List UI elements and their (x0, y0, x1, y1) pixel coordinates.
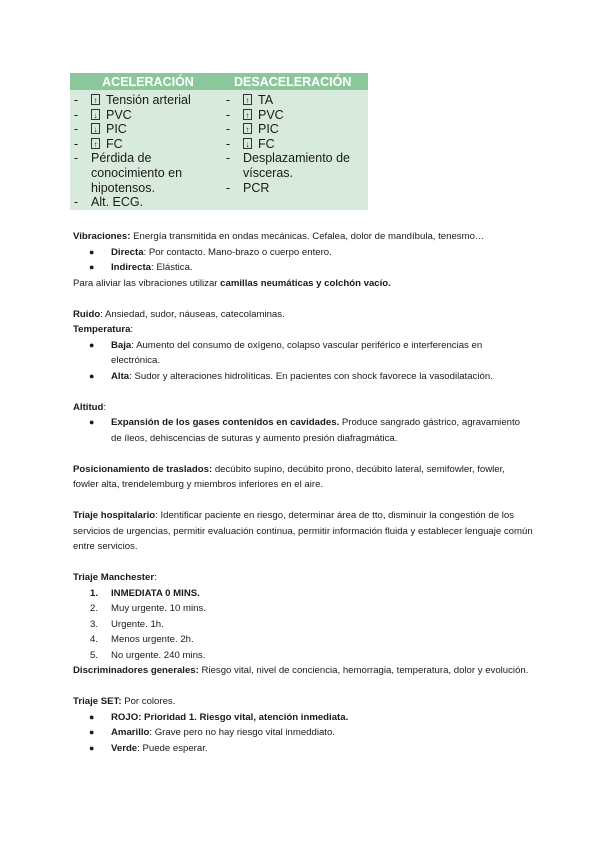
list-item (73, 369, 533, 385)
alivio-text: Para aliviar las vibraciones utilizar (73, 277, 221, 289)
row-text: PVC (258, 107, 284, 122)
item-text: Muy urgente. 10 mins. (111, 603, 206, 614)
table-row (226, 151, 368, 180)
row-text: FC (106, 136, 123, 151)
item-text: : Por contacto. Mano-brazo o cuerpo entero. (143, 246, 332, 258)
item-text: INMEDIATA 0 MINS. (111, 587, 200, 599)
bullet-icon: ● (89, 711, 95, 722)
alivio-paragraph (73, 276, 533, 292)
bullet-icon: ● (89, 417, 95, 427)
row-text: TA (258, 93, 274, 107)
list-item (73, 648, 533, 664)
item-label: Directa (111, 246, 144, 258)
vibraciones-text: Energía transmitida en ondas mecánicas. Cefalea, dolor de mandíbula, tenesmo… (130, 231, 485, 242)
triaje-set-paragraph (73, 694, 533, 710)
item-label: Indirecta (111, 262, 151, 273)
item-number: 1. (90, 587, 99, 599)
triaje-set-label: Triaje SET: (73, 696, 122, 707)
item-label: ROJO: (111, 711, 142, 723)
list-item (73, 586, 533, 602)
temperatura-colon: : (130, 324, 134, 335)
bullet-icon: ● (89, 246, 95, 257)
posicionamiento-paragraph (73, 462, 533, 493)
temperatura-label: Temperatura (73, 324, 131, 335)
temperatura-list (73, 338, 533, 385)
list-item (73, 245, 533, 261)
posicionamiento-label: Posicionamiento de traslados: (73, 463, 213, 475)
item-label: Expansión de los gases contenidos en cavidades. (111, 417, 340, 428)
item-label: Baja (111, 339, 132, 351)
item-number: 4. (90, 634, 99, 645)
discriminadores-label: Discriminadores generales: (73, 665, 199, 676)
triaje-hospitalario-paragraph (73, 508, 533, 555)
triaje-set-text: Por colores. (121, 696, 176, 707)
list-item (73, 260, 533, 276)
table-row (74, 122, 226, 137)
item-label: Amarillo (111, 727, 150, 738)
bullet-icon: ● (89, 370, 95, 381)
table-row (226, 93, 368, 108)
list-item (73, 338, 533, 369)
triaje-manchester-label: Triaje Manchester (73, 572, 155, 583)
bullet-icon: ● (89, 262, 95, 272)
item-text: Produce sangrado gástrico, agravamiento de íleos, dehiscencias de suturas y aumento presión diafragmática. (111, 417, 520, 444)
acceleration-table (70, 73, 368, 210)
table-row (226, 181, 368, 196)
desaceleracion-column (226, 93, 368, 210)
dash-marker: - (226, 180, 231, 195)
altitud-colon: : (103, 401, 107, 413)
dash-marker: - (74, 122, 79, 137)
altitud-label: Altitud (73, 401, 104, 413)
arrow-up-icon: ↑ (91, 94, 100, 105)
triaje-manchester-list (73, 586, 533, 664)
list-item (73, 741, 533, 757)
item-text: : Grave pero no hay riesgo vital inmeddiato. (149, 727, 335, 738)
item-number: 2. (90, 603, 99, 614)
aceleracion-column (70, 93, 226, 210)
triaje-hospitalario-label: Triaje hospitalario (73, 510, 156, 521)
item-text: : Elástica. (151, 262, 193, 273)
list-item (73, 601, 533, 617)
table-row (226, 108, 368, 123)
temperatura-heading (73, 322, 533, 338)
table-row (74, 195, 226, 210)
item-text: Prioridad 1. Riesgo vital, atención inmediata. (141, 711, 349, 723)
list-item (73, 632, 533, 648)
table-row (74, 151, 226, 195)
row-text: Tensión arterial (106, 93, 191, 107)
item-text: No urgente. 240 mins. (111, 649, 206, 661)
dash-marker: - (74, 107, 79, 122)
altitud-heading (73, 400, 533, 416)
table-row (74, 137, 226, 152)
triaje-set-list (73, 710, 533, 757)
table-row (74, 93, 226, 108)
list-item (73, 617, 533, 633)
dash-marker: - (226, 107, 231, 122)
arrow-up-icon: ↑ (243, 123, 252, 134)
table-row (226, 137, 368, 152)
item-text: Menos urgente. 2h. (111, 634, 194, 645)
dash-marker: - (226, 93, 231, 107)
table-row (226, 122, 368, 137)
ruido-text: : Ansiedad, sudor, náuseas, catecolaminas. (100, 308, 285, 320)
document-body (73, 229, 533, 756)
dash-marker: - (74, 93, 79, 107)
ruido-paragraph (73, 307, 533, 323)
item-number: 3. (90, 618, 99, 630)
triaje-manchester-heading (73, 570, 533, 586)
arrow-up-icon: ↑ (91, 138, 100, 149)
arrow-up-icon: ↑ (243, 109, 252, 120)
item-text: : Puede esperar. (137, 742, 208, 754)
item-text: Urgente. 1h. (111, 618, 164, 630)
dash-marker: - (74, 151, 79, 166)
dash-marker: - (226, 136, 231, 151)
discriminadores-text: Riesgo vital, nivel de conciencia, hemorragia, temperatura, dolor y evolución. (198, 665, 529, 676)
discriminadores-paragraph (73, 663, 533, 679)
row-text: PCR (243, 180, 270, 195)
posicionamiento-text: decúbito supino, decúbito prono, decúbito lateral, semifowler, fowler, fowler alta, trendelemburg y miembros inferiores en el aire. (73, 463, 505, 490)
alivio-bold: camillas neumáticas y colchón vacío. (220, 277, 391, 289)
arrow-down-icon: ↓ (91, 123, 100, 134)
table-body (70, 90, 368, 210)
dash-marker: - (226, 122, 231, 137)
list-item (73, 710, 533, 726)
list-item (73, 725, 533, 741)
ruido-label: Ruido (73, 308, 101, 320)
item-text: : Aumento del consumo de oxígeno, colapso vascular periférico e interferencias en electrónica. (111, 339, 483, 366)
dash-marker: - (226, 151, 231, 166)
arrow-down-icon: ↓ (243, 138, 252, 149)
vibraciones-list (73, 245, 533, 276)
row-text: PIC (258, 122, 279, 137)
row-text: Desplazamiento de vísceras. (243, 151, 351, 180)
altitud-list (73, 415, 533, 446)
row-text: FC (258, 136, 275, 151)
dash-marker: - (74, 195, 79, 210)
arrow-down-icon: ↓ (91, 109, 100, 120)
row-text: Alt. ECG. (91, 195, 144, 210)
triaje-hospitalario-text: : Identificar paciente en riesgo, determinar área de tto, disminuir la congestión de los servicios de urgencias, permitir evaluación continua, permitir información fluida y establecer lenguaje común entre servicios. (73, 510, 533, 552)
row-text: PIC (106, 122, 127, 137)
bullet-icon: ● (89, 727, 95, 737)
bullet-icon: ● (89, 742, 95, 753)
vibraciones-paragraph (73, 229, 533, 245)
table-header (70, 73, 368, 90)
item-label: Verde (111, 742, 138, 754)
list-item (73, 415, 533, 446)
header-desaceleracion: DESACELERACIÓN (234, 74, 352, 89)
item-number: 5. (90, 649, 99, 661)
dash-marker: - (74, 136, 79, 151)
header-aceleracion: ACELERACIÓN (102, 74, 194, 89)
table-row (74, 108, 226, 123)
vibraciones-label: Vibraciones: (73, 231, 131, 242)
row-text: PVC (106, 107, 132, 122)
arrow-up-icon: ↑ (243, 94, 252, 105)
row-text: Pérdida de conocimiento en hipotensos. (91, 151, 183, 195)
triaje-manchester-colon: : (154, 572, 157, 583)
item-text: : Sudor y alteraciones hidrolíticas. En pacientes con shock favorece la vasodilatación. (129, 370, 493, 382)
item-label: Alta (111, 370, 130, 382)
bullet-icon: ● (89, 339, 95, 350)
